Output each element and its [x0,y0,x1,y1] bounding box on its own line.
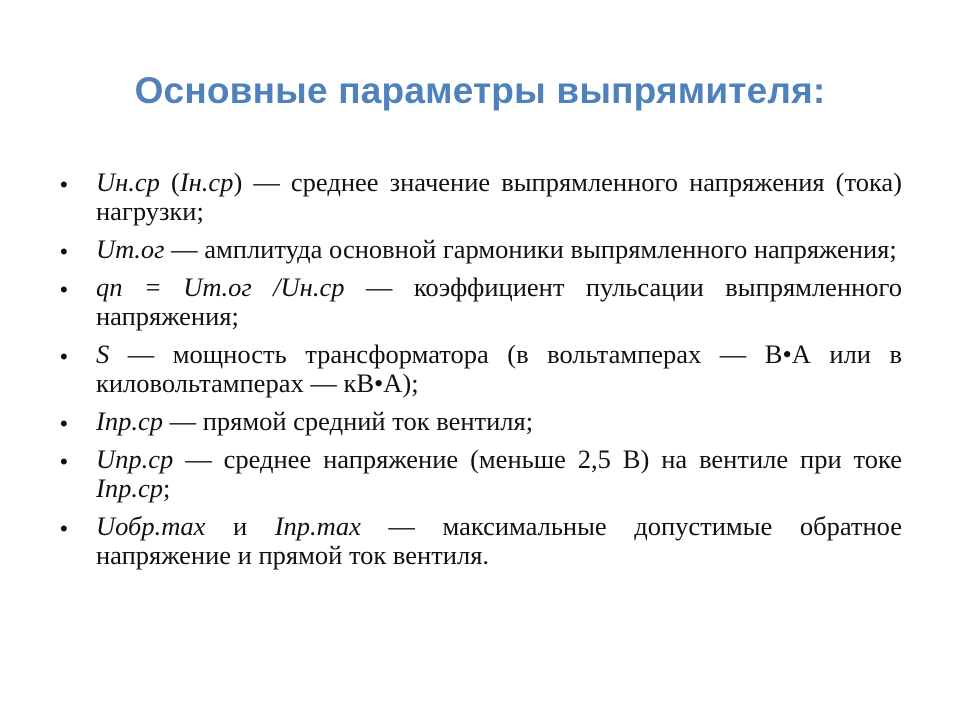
plain-text: ; [162,473,171,503]
bullet-icon: • [60,344,68,369]
bullet-icon: • [60,516,68,541]
item-text [96,444,902,503]
symbol-text: qп = Um.ог /Uн.ср [96,272,345,302]
plain-text: и [205,511,275,541]
plain-text: — прямой средний ток вентиля; [162,406,534,436]
symbol-text: Uн.ср [96,167,160,197]
plain-text: — коэффициент пульсации выпрямленного напряжения; [96,272,903,331]
bullet-icon: • [60,411,68,436]
plain-text: — среднее напряжение (меньше 2,5 В) на вентиле при токе [173,444,902,474]
bullet-icon: • [60,277,68,302]
plain-text: — максимальные допустимые обратное напряжение и прямой ток вентиля. [96,511,902,570]
list-item [60,273,902,331]
symbol-text: S [96,339,110,369]
plain-text: ) — среднее значение выпрямленного напряжения (тока) нагрузки; [96,167,903,226]
parameter-list [60,168,902,579]
symbol-text: Um.ог [96,234,165,264]
symbol-text: Uпр.ср [96,444,174,474]
list-item [60,407,902,436]
symbol-text: Iпр.ср [96,406,163,436]
slide-title: Основные параметры выпрямителя: [134,70,826,111]
plain-text: ( [159,167,180,197]
bullet-icon: • [60,172,68,197]
list-item [60,235,902,264]
plain-text: — мощность трансформатора (в вольтамперах — В•А или в киловольтамперах — кВ•А); [96,339,902,398]
item-text [96,406,533,436]
list-item [60,512,902,570]
list-item [60,340,902,398]
bullet-icon: • [60,239,68,264]
bullet-icon: • [60,449,68,474]
symbol-text: Uобр.max [96,511,206,541]
symbol-text: Iпр.ср [96,473,163,503]
plain-text: — амплитуда основной гармоники выпрямленного напряжения; [164,234,897,264]
item-text [96,234,897,264]
symbol-text: Iпр.max [274,511,361,541]
item-text [96,272,902,331]
symbol-text: Iн.ср [179,167,234,197]
item-text [96,339,902,398]
list-item [60,168,902,226]
list-item [60,445,902,503]
item-text [96,167,902,226]
item-text [96,511,902,570]
